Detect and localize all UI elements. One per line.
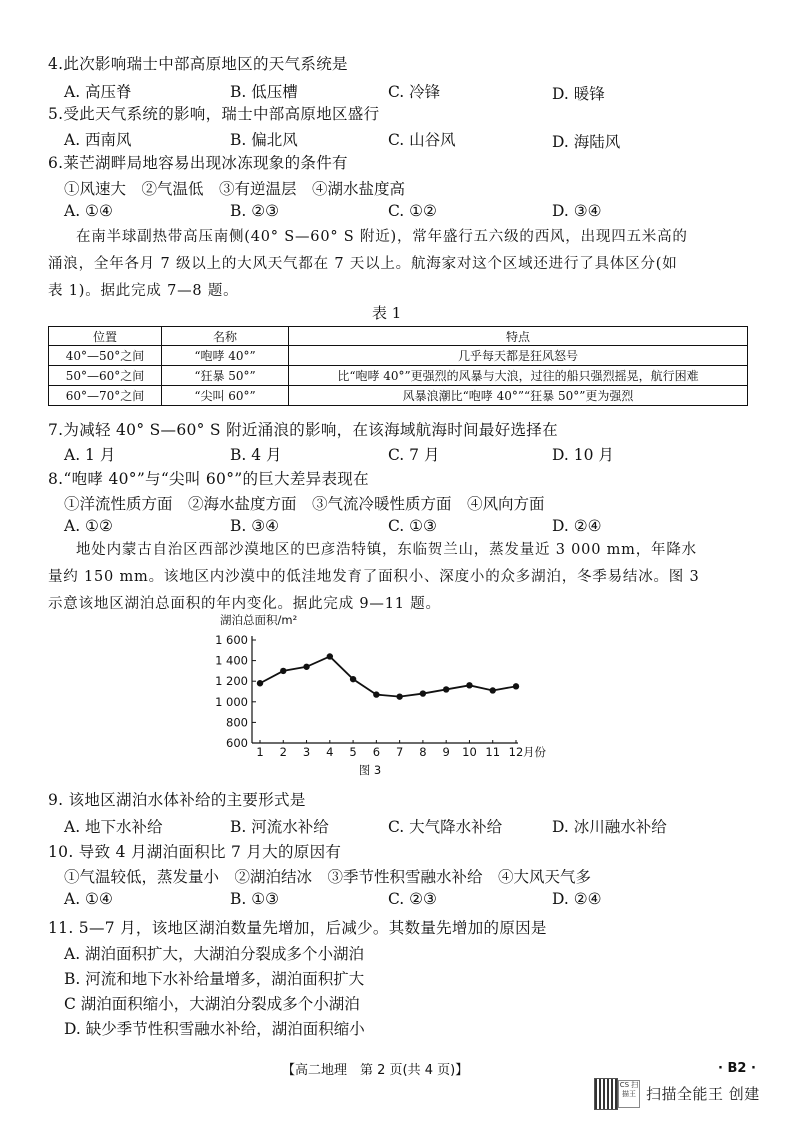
q8-option-c: C. ①③ (388, 517, 437, 535)
q5-option-d: D. 海陆风 (552, 133, 621, 151)
q8-option-a: A. ①② (64, 517, 113, 535)
passage-1-line-3: 表 1)。据此完成 7—8 题。 (48, 283, 239, 299)
q4-option-a: A. 高压脊 (64, 83, 132, 101)
q6-option-d: D. ③④ (552, 202, 602, 220)
cell-feature: 比“咆哮 40°”更强烈的风暴与大浪，过往的船只强烈摇晃，航行困难 (289, 366, 748, 386)
cell-feature: 风暴浪潮比“咆哮 40°”“狂暴 50°”更为强烈 (289, 386, 748, 406)
passage-1-line-2: 涌浪，全年各月 7 级以上的大风天气都在 7 天以上。航海家对这个区域还进行了具体区分(如 (48, 256, 678, 272)
cell-position: 50°—60°之间 (49, 366, 162, 386)
data-point (466, 682, 472, 688)
cell-position: 60°—70°之间 (49, 386, 162, 406)
passage-1-line-1: 在南半球副热带高压南侧(40° S—60° S 附近)，常年盛行五六级的西风，出现四五米高的 (76, 229, 688, 245)
data-point (396, 693, 402, 699)
q4-option-c: C. 冷锋 (388, 83, 441, 101)
q10-option-b: B. ①③ (230, 890, 280, 908)
question-10-stem: 10. 导致 4 月湖泊面积比 7 月大的原因有 (48, 843, 342, 861)
x-tick-label: 11 (485, 745, 501, 759)
data-point (490, 687, 496, 693)
q9-option-c: C. 大气降水补给 (388, 818, 503, 836)
q9-option-d: D. 冰川融水补给 (552, 818, 667, 836)
q11-option-b: B. 河流和地下水补给量增多，湖泊面积扩大 (64, 970, 365, 988)
camscanner-logo: CS 扫描王 (618, 1080, 640, 1108)
cell-position: 40°—50°之间 (49, 346, 162, 366)
q7-option-b: B. 4 月 (230, 446, 282, 464)
y-tick-label: 1 600 (215, 633, 248, 647)
qr-code-icon (594, 1078, 618, 1110)
header-position: 位置 (49, 327, 162, 346)
cell-name: “咆哮 40°” (162, 346, 289, 366)
y-axis-label: 湖泊总面积/m² (220, 613, 298, 627)
scanner-watermark (594, 1078, 770, 1108)
question-4-stem: 4.此次影响瑞士中部高原地区的天气系统是 (48, 55, 348, 73)
x-tick-label: 2 (279, 745, 287, 759)
page-footer: 【高二地理 第 2 页(共 4 页)】 (282, 1063, 469, 1078)
table-row (49, 366, 748, 386)
question-8-stem: 8.“咆哮 40°”与“尖叫 60°”的巨大差异表现在 (48, 470, 369, 488)
watermark-text: 扫描全能王 创建 (646, 1085, 760, 1103)
cell-feature: 几乎每天都是狂风怒号 (289, 346, 748, 366)
data-point (420, 690, 426, 696)
table-row (49, 386, 748, 406)
data-point (350, 676, 356, 682)
x-tick-label: 4 (326, 745, 334, 759)
q5-option-c: C. 山谷风 (388, 131, 456, 149)
q10-option-c: C. ②③ (388, 890, 437, 908)
table-1-caption: 表 1 (372, 304, 402, 322)
q8-option-d: D. ②④ (552, 517, 602, 535)
q9-option-b: B. 河流水补给 (230, 818, 329, 836)
y-tick-label: 600 (226, 736, 248, 750)
q7-option-d: D. 10 月 (552, 446, 614, 464)
passage-2 (48, 537, 748, 618)
q9-option-a: A. 地下水补给 (64, 818, 163, 836)
passage-2-line-1: 地处内蒙古自治区西部沙漠地区的巴彦浩特镇，东临贺兰山，蒸发量近 3 000 mm，年降水 (76, 542, 697, 558)
x-tick-label: 1 (256, 745, 264, 759)
q5-option-a: A. 西南风 (64, 131, 132, 149)
q8-option-b: B. ③④ (230, 517, 280, 535)
question-11-stem: 11. 5—7 月，该地区湖泊数量先增加，后减少。其数量先增加的原因是 (48, 919, 547, 937)
x-tick-label: 5 (349, 745, 357, 759)
q6-option-a: A. ①④ (64, 202, 113, 220)
q10-items: ①气温较低，蒸发量小 ②湖泊结冰 ③季节性积雪融水补给 ④大风天气多 (64, 868, 592, 886)
q11-option-d: D. 缺少季节性积雪融水补给，湖泊面积缩小 (64, 1020, 365, 1038)
q10-option-a: A. ①④ (64, 890, 113, 908)
y-tick-label: 800 (226, 715, 248, 730)
q7-option-c: C. 7 月 (388, 446, 440, 464)
y-tick-label: 1 400 (215, 653, 248, 668)
q10-option-d: D. ②④ (552, 890, 602, 908)
x-tick-label: 3 (302, 745, 311, 759)
table-row (49, 346, 748, 366)
q11-option-c: C 湖泊面积缩小，大湖泊分裂成多个小湖泊 (64, 995, 360, 1013)
data-point (257, 680, 263, 686)
x-tick-label: 12 (508, 745, 524, 759)
q11-option-a: A. 湖泊面积扩大，大湖泊分裂成多个小湖泊 (64, 945, 365, 963)
series-line (260, 656, 516, 696)
q5-option-b: B. 偏北风 (230, 131, 298, 149)
lake-area-chart (200, 612, 560, 782)
x-tick-label: 9 (442, 745, 450, 759)
passage-2-line-3: 示意该地区湖泊总面积的年内变化。据此完成 9—11 题。 (48, 596, 441, 612)
question-5-stem: 5.受此天气系统的影响，瑞士中部高原地区盛行 (48, 105, 380, 123)
question-7-stem: 7.为减轻 40° S—60° S 附近涌浪的影响，在该海域航海时间最好选择在 (48, 421, 558, 439)
question-9-stem: 9. 该地区湖泊水体补给的主要形式是 (48, 791, 306, 809)
q6-items: ①风速大 ②气温低 ③有逆温层 ④湖水盐度高 (64, 180, 406, 198)
page-code: · B2 · (718, 1061, 756, 1076)
table-1 (48, 326, 748, 406)
y-tick-label: 1 000 (215, 694, 248, 709)
header-feature: 特点 (289, 327, 748, 346)
data-point (280, 668, 286, 674)
passage-2-line-2: 量约 150 mm。该地区内沙漠中的低洼地发育了面积小、深度小的众多湖泊，冬季易结冰。图 3 (48, 569, 700, 585)
x-axis-label: 月份 (523, 745, 546, 759)
question-6-stem: 6.莱芒湖畔局地容易出现冰冻现象的条件有 (48, 154, 348, 172)
data-point (373, 691, 379, 697)
data-point (443, 686, 449, 692)
x-tick-label: 10 (462, 745, 477, 759)
x-tick-label: 7 (395, 745, 404, 759)
x-tick-label: 8 (419, 745, 427, 759)
x-tick-label: 6 (372, 745, 381, 759)
cell-name: “尖叫 60°” (162, 386, 289, 406)
figure-caption: 图 3 (358, 763, 382, 777)
q6-option-b: B. ②③ (230, 202, 280, 220)
q7-option-a: A. 1 月 (64, 446, 116, 464)
cell-name: “狂暴 50°” (162, 366, 289, 386)
table-header-row (49, 327, 748, 346)
q8-items: ①洋流性质方面 ②海水盐度方面 ③气流冷暖性质方面 ④风向方面 (64, 495, 545, 513)
header-name: 名称 (162, 327, 289, 346)
data-point (513, 683, 519, 689)
q6-option-c: C. ①② (388, 202, 437, 220)
data-point (327, 653, 333, 659)
data-point (303, 664, 309, 670)
y-tick-label: 1 200 (215, 674, 248, 689)
q4-option-b: B. 低压槽 (230, 83, 298, 101)
q4-option-d: D. 暖锋 (552, 85, 605, 103)
passage-1 (48, 224, 748, 305)
